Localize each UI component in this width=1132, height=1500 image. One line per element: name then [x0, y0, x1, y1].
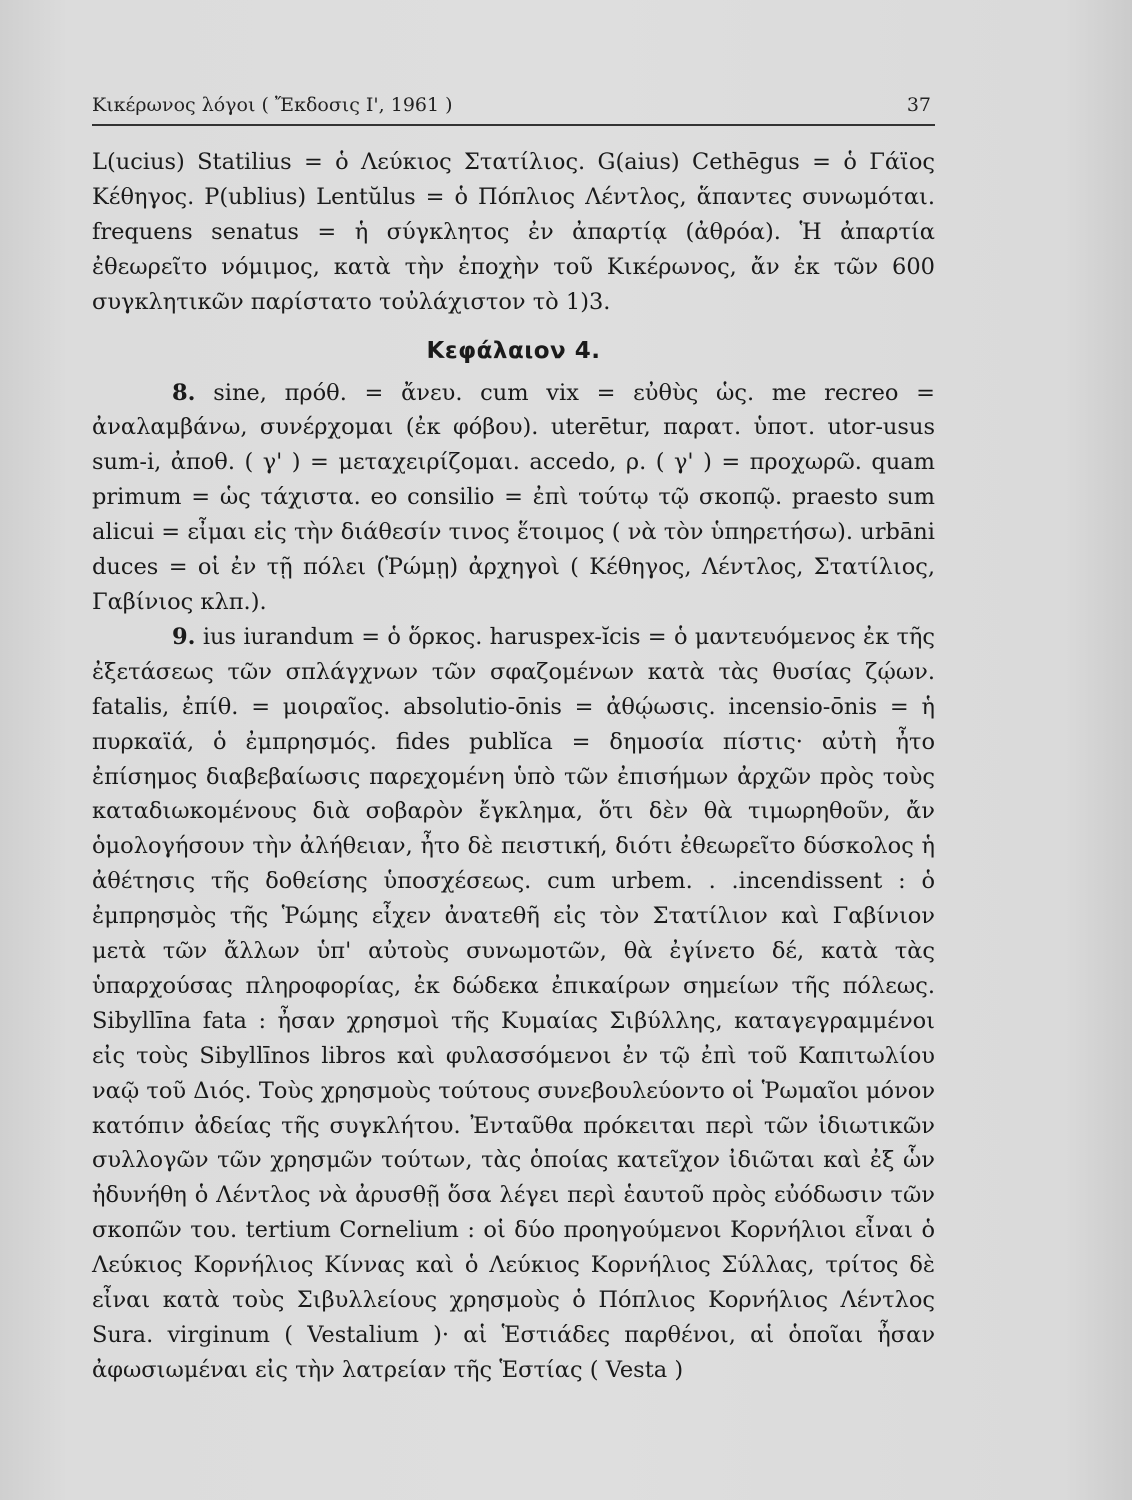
section-number: 9.	[172, 623, 196, 650]
page-body	[92, 145, 935, 1388]
running-header	[92, 92, 935, 122]
header-rule	[92, 124, 935, 126]
page-number: 37	[906, 94, 931, 116]
section-text: ius iurandum = ὁ ὅρκος. haruspex-ĭcis = ὁ μαντευόμενος ἐκ τῆς ἐξετάσεως τῶν σπλάγχνων τῶν σφαζομένων κατὰ τὰς θυσίας ζῴων. fatalis, ἐπίθ. = μοιραῖος. absolutio-ōnis = ἀθῴωσις. incensio-ōnis = ἡ πυρκαϊά, ὁ ἐμπρησμός. fides publĭca = δημοσία πίστις· αὐτὴ ἦτο ἐπίσημος διαβεβαίωσις παρεχομένη ὑπὸ τῶν ἐπισήμων ἀρχῶν πρὸς τοὺς καταδιωκομένους διὰ σοβαρὸν ἔγκλημα, ὅτι δὲν θὰ τιμωρηθοῦν, ἄν ὁμολογήσουν τὴν ἀλήθειαν, ἦτο δὲ πειστική, διότι ἐθεωρεῖτο δύσκολος ἡ ἀθέτησις τῆς δοθείσης ὑποσχέσεως. cum urbem. . .incendissent : ὁ ἐμπρησμὸς τῆς Ῥώμης εἶχεν ἀνατεθῆ εἰς τὸν Στατίλιον καὶ Γαβίνιον μετὰ τῶν ἄλλων ὑπ' αὐτοὺς συνωμοτῶν, θὰ ἐγίνετο δέ, κατὰ τὰς ὑπαρχούσας πληροφορίας, ἐκ δώδεκα ἐπικαίρων σημείων τῆς πόλεως. Sibyllīna fata : ἦσαν χρησμοὶ τῆς Κυμαίας Σιβύλλης, καταγεγραμμένοι εἰς τοὺς Sibyllīnos libros καὶ φυλασσόμενοι ἐν τῷ ἐπὶ τοῦ Καπιτωλίου ναῷ τοῦ Διός. Τοὺς χρησμοὺς τούτους συνεβουλεύοντο οἱ Ῥωμαῖοι μόνον κατόπιν ἀδείας τῆς συγκλήτου. Ἐνταῦθα πρόκειται περὶ τῶν ἰδιωτικῶν συλλογῶν τῶν χρησμῶν τούτων, τὰς ὁποίας κατεῖχον ἰδιῶται καὶ ἐξ ὧν ἠδυνήθη ὁ Λέντλος νὰ ἀρυσθῇ ὅσα λέγει περὶ ἑαυτοῦ πρὸς εὐόδωσιν τῶν σκοπῶν του. tertium Cornelium : οἱ δύο προηγούμενοι Κορνήλιοι εἶναι ὁ Λεύκιος Κορνήλιος Κίννας καὶ ὁ Λεύκιος Κορνήλιος Σύλλας, τρίτος δὲ εἶναι κατὰ τοὺς Σιβυλλείους χρησμοὺς ὁ Πόπλιος Κορνήλιος Λέντλος Sura. virginum ( Vestalium )· αἱ Ἑστιάδες παρθένοι, αἱ ὁποῖαι ἦσαν ἀφωσιωμέναι εἰς τὴν λατρείαν τῆς Ἑστίας ( Vesta )	[92, 623, 936, 1383]
section-text: sine, πρόθ. = ἄνευ. cum vix = εὐθὺς ὡς. me recreo = ἀναλαμβάνω, συνέρχομαι (ἐκ φόβου). uterētur, παρατ. ὑποτ. utor-usus sum-i, ἀποθ. ( γ' ) = μεταχειρίζομαι. accedo, ρ. ( γ' ) = προχωρῶ. quam primum = ὡς τάχιστα. eo consilio = ἐπὶ τούτῳ τῷ σκοπῷ. praesto sum alicui = εἶμαι εἰς τὴν διάθεσίν τινος ἕτοιμος ( νὰ τὸν ὑπηρετήσω). urbāni duces = οἱ ἐν τῇ πόλει (Ῥώμῃ) ἀρχηγοὶ ( Κέθηγος, Λέντλος, Στατίλιος, Γαβίνιος κλπ.).	[92, 379, 935, 615]
section-number: 8.	[172, 379, 196, 406]
chapter-heading: Κεφάλαιον 4.	[426, 337, 601, 364]
intro-paragraph: L(ucius) Statilius = ὁ Λεύκιος Στατίλιος. G(aius) Cethēgus = ὁ Γάϊος Κέθηγος. P(ublius) Lentŭlus = ὁ Πόπλιος Λέντλος, ἅπαντες συνωμόται. frequens senatus = ἡ σύγκλητος ἐν ἀπαρτίᾳ (ἀθρόα). Ἡ ἀπαρτία ἐθεωρεῖτο νόμιμος, κατὰ τὴν ἐποχὴν τοῦ Κικέρωνος, ἄν ἐκ τῶν 600 συγκλητικῶν παρίστατο τοὐλάχιστον τὸ 1)3.	[92, 149, 935, 315]
section-8-paragraph	[92, 376, 935, 620]
section-9-paragraph	[92, 620, 935, 1388]
running-title: Κικέρωνος λόγοι ( Ἔκδοσις Ι', 1961 )	[92, 94, 453, 116]
